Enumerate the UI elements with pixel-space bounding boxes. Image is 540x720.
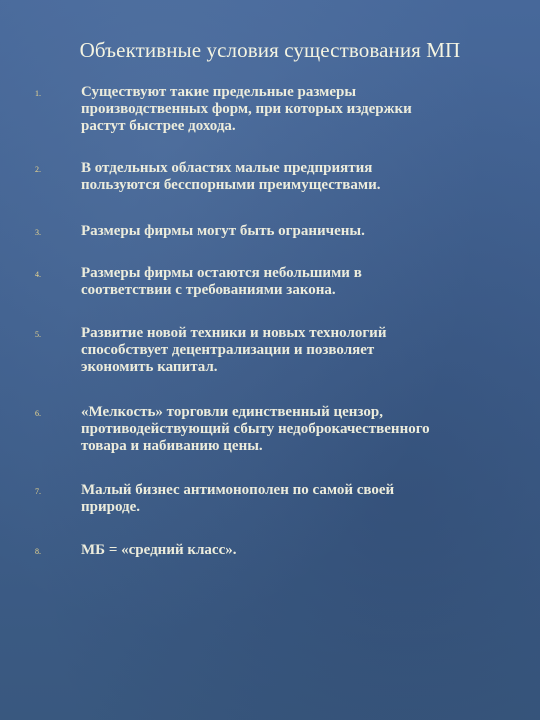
list-item-number: 5.	[35, 330, 41, 339]
text-line: В отдельных областях малые предприятия	[81, 160, 373, 176]
list-item-text	[81, 325, 521, 376]
text-line: Размеры фирмы могут быть ограничены.	[81, 223, 365, 239]
text-line: Существуют такие предельные размеры	[81, 84, 357, 100]
list-item-text	[81, 482, 521, 516]
text-line: производственных форм, при которых издержки	[81, 101, 412, 117]
list-item-number: 8.	[35, 547, 41, 556]
list-item-number: 7.	[35, 487, 41, 496]
text-line: растут быстрее дохода.	[81, 118, 236, 134]
text-line: пользуются бесспорными преимуществами.	[81, 177, 381, 193]
text-line: товара и набиванию цены.	[81, 438, 263, 454]
list-item-text	[81, 84, 521, 135]
list-item-number: 6.	[35, 409, 41, 418]
text-line: МБ = «средний класс».	[81, 542, 237, 558]
text-line: Развитие новой техники и новых технологий	[81, 325, 387, 341]
list-item-text	[81, 404, 521, 455]
text-line: противодействующий сбыту недоброкачественного	[81, 421, 430, 437]
text-line: экономить капитал.	[81, 359, 218, 375]
list-item-text	[81, 223, 521, 240]
text-line: «Мелкость» торговли единственный цензор,	[81, 404, 383, 420]
text-line: способствует децентрализации и позволяет	[81, 342, 375, 358]
list-item-text	[81, 160, 521, 194]
text-line: Малый бизнес антимонополен по самой своей	[81, 482, 395, 498]
list-item-number: 1.	[35, 89, 41, 98]
text-line: Размеры фирмы остаются небольшими в	[81, 265, 362, 281]
list-item-number: 2.	[35, 165, 41, 174]
list-item-text	[81, 542, 521, 559]
slide-title: Объективные условия существования МП	[79, 38, 461, 62]
text-line: соответствии с требованиями закона.	[81, 282, 336, 298]
list-item-number: 4.	[35, 270, 41, 279]
text-line: природе.	[81, 499, 141, 515]
list-item-text	[81, 265, 521, 299]
list-item-number: 3.	[35, 228, 41, 237]
